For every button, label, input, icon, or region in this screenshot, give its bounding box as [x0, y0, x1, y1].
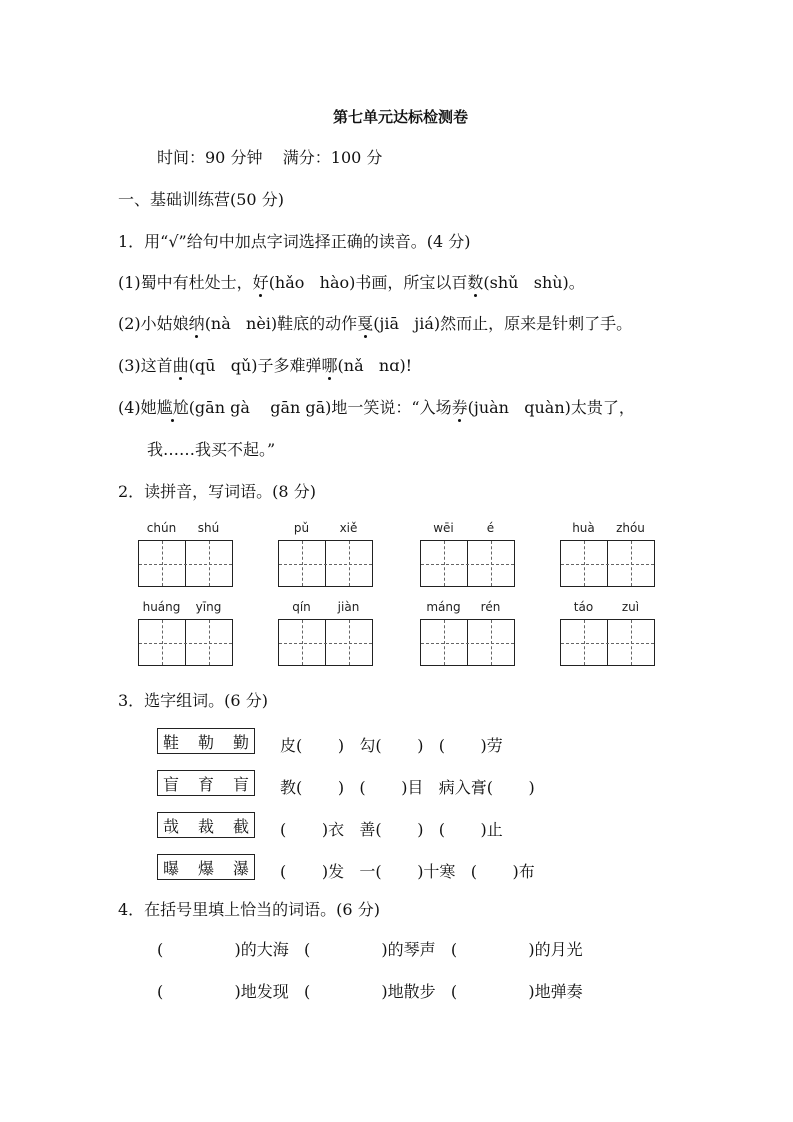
pinyin-label: wēi	[433, 521, 454, 535]
character-choice-box	[157, 728, 255, 754]
page-title: 第七单元达标检测卷	[333, 108, 469, 126]
pinyin-label: yīng	[195, 600, 222, 614]
dotted-word: 券	[451, 398, 468, 417]
text-segment: (gān gà gān gā)地一笑说：“入场	[188, 398, 452, 417]
choice-character: 瀑	[232, 858, 249, 878]
dashed-guide	[561, 643, 654, 644]
text-segment: (nà nèi)鞋底的动作	[204, 314, 358, 333]
text-segment: (3)这首	[118, 356, 173, 375]
question-1-item	[118, 356, 412, 376]
word-blank-row: 皮( ) 勾( ) ( )劳	[280, 736, 503, 755]
pinyin-label: pǔ	[293, 521, 310, 535]
writing-cells	[420, 540, 515, 587]
question-3-heading: 3．选字组词。(6 分)	[118, 691, 268, 710]
dashed-guide	[561, 564, 654, 565]
pinyin-label: huáng	[142, 600, 181, 614]
pinyin-label: chún	[146, 521, 177, 535]
choice-character: 勤	[232, 732, 249, 752]
choice-character: 鞋	[163, 732, 180, 752]
pinyin-label: máng	[426, 600, 461, 614]
dashed-guide	[139, 564, 232, 565]
question-1-item	[118, 314, 632, 334]
word-blank-row: ( )发 一( )十寒 ( )布	[280, 862, 535, 881]
question-1-item	[147, 440, 275, 460]
word-blank-row: ( )衣 善( ) ( )止	[280, 820, 503, 839]
dotted-word: 哪	[321, 356, 338, 375]
dashed-guide	[139, 643, 232, 644]
choice-character: 截	[232, 816, 249, 836]
character-choice-box	[157, 812, 255, 838]
choice-character: 曝	[163, 858, 180, 878]
writing-cells	[560, 619, 655, 666]
writing-cells	[278, 540, 373, 587]
writing-cells	[138, 619, 233, 666]
pinyin-label: zhóu	[616, 521, 645, 535]
writing-cells	[560, 540, 655, 587]
pinyin-label: qín	[292, 600, 311, 614]
pinyin-label: zuì	[621, 600, 640, 614]
text-segment: (juàn quàn)太贵了，	[467, 398, 635, 417]
text-segment: (hǎo hào)书画，所宝以百	[268, 273, 468, 292]
text-segment: (nǎ nɑ)!	[337, 356, 413, 375]
choice-character: 盲	[163, 774, 180, 794]
choice-character: 勒	[197, 732, 214, 752]
pinyin-label: rén	[480, 600, 501, 614]
question-1-item	[118, 398, 635, 418]
pinyin-label: jiàn	[337, 600, 360, 614]
text-segment: (jiā jiá)然而止，原来是针刺了手。	[373, 314, 633, 333]
dotted-word: 好	[252, 273, 269, 292]
choice-character: 肓	[232, 774, 249, 794]
dotted-word: 尴尬	[156, 398, 189, 417]
fill-blank-row: ( )地发现 ( )地散步 ( )地弹奏	[157, 982, 583, 1001]
fill-blank-row: ( )的大海 ( )的琴声 ( )的月光	[157, 940, 583, 959]
dashed-guide	[279, 643, 372, 644]
pinyin-label: é	[486, 521, 495, 535]
text-segment: (qū qǔ)子多难弹	[188, 356, 322, 375]
time-score-info: 时间：90 分钟 满分：100 分	[157, 148, 383, 167]
dashed-guide	[421, 564, 514, 565]
dotted-word: 纳	[188, 314, 205, 333]
writing-cells	[138, 540, 233, 587]
choice-character: 哉	[163, 816, 180, 836]
pinyin-label: táo	[573, 600, 594, 614]
text-segment: (2)小姑娘	[118, 314, 189, 333]
question-1-item	[118, 273, 585, 293]
question-4-heading: 4．在括号里填上恰当的词语。(6 分)	[118, 900, 380, 919]
text-segment: 我……我买不起。”	[147, 440, 276, 459]
dotted-word: 数	[467, 273, 484, 292]
character-choice-box	[157, 770, 255, 796]
pinyin-label: huà	[572, 521, 595, 535]
choice-character: 育	[197, 774, 214, 794]
dashed-guide	[421, 643, 514, 644]
pinyin-label: shú	[197, 521, 220, 535]
text-segment: (4)她	[118, 398, 157, 417]
section-heading: 一、基础训练营(50 分)	[118, 190, 284, 209]
pinyin-label: xiě	[339, 521, 358, 535]
character-choice-box	[157, 854, 255, 880]
text-segment: (shǔ shù)。	[483, 273, 585, 292]
dotted-word: 戛	[357, 314, 374, 333]
choice-character: 裁	[197, 816, 214, 836]
question-1-heading: 1．用“√”给句中加点字词选择正确的读音。(4 分)	[118, 232, 471, 251]
question-2-heading: 2．读拼音，写词语。(8 分)	[118, 482, 316, 501]
dashed-guide	[279, 564, 372, 565]
writing-cells	[420, 619, 515, 666]
choice-character: 爆	[197, 858, 214, 878]
text-segment: (1)蜀中有杜处士，	[118, 273, 253, 292]
writing-cells	[278, 619, 373, 666]
word-blank-row: 教( ) ( )目 病入膏( )	[280, 778, 535, 797]
dotted-word: 曲	[172, 356, 189, 375]
